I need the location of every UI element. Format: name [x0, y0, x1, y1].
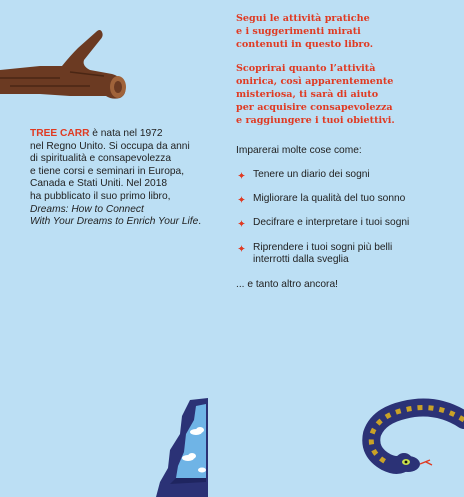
intro-paragraph-1: Segui le attività pratiche e i suggerimenti mirati contenuti in questo libro.: [236, 13, 374, 50]
bio-line: ha pubblicato il suo primo libro,: [30, 190, 171, 202]
book-title-line: Dreams: How to Connect: [30, 203, 144, 215]
list-item: Decifrare e interpretare i tuoi sogni: [236, 217, 456, 230]
intro-text: [236, 13, 456, 127]
list-item: Riprendere i tuoi sogni più belli interrotti dalla sveglia: [236, 242, 456, 267]
starburst-bullet-icon: [238, 172, 245, 179]
starburst-bullet-icon: [238, 245, 245, 252]
list-item: Tenere un diario dei sogni: [236, 169, 456, 182]
bio-line: Canada e Stati Uniti. Nel 2018: [30, 178, 168, 190]
bio-line-1: TREE CARR è nata nel 1972: [30, 128, 163, 139]
book-title-line: With Your Dreams to Enrich Your Life.: [30, 216, 202, 228]
window-frame-illustration: [156, 398, 208, 497]
author-name: TREE CARR: [30, 128, 90, 139]
snake-illustration: [340, 398, 464, 497]
bio-line: nel Regno Unito. Si occupa da anni: [30, 140, 190, 152]
list-item: Migliorare la qualità del tuo sonno: [236, 193, 456, 206]
branch-illustration: [0, 26, 140, 106]
closing-line: ... e tanto altro ancora!: [236, 278, 338, 290]
learn-section: [236, 145, 456, 292]
starburst-bullet-icon: [238, 220, 245, 227]
intro-paragraph-2: Scoprirai quanto l’attività onirica, così apparentemente misteriosa, ti sarà di aiuto per acquisire consapevolezza e raggiungere i tuoi obiettivi.: [236, 63, 395, 126]
bio-line: e tiene corsi e seminari in Europa,: [30, 165, 185, 177]
starburst-bullet-icon: [238, 196, 245, 203]
learn-list: [236, 169, 456, 267]
author-bio: [30, 128, 210, 229]
bio-line: di spiritualità e consapevolezza: [30, 153, 172, 165]
learn-heading: Imparerai molte cose come:: [236, 145, 362, 156]
